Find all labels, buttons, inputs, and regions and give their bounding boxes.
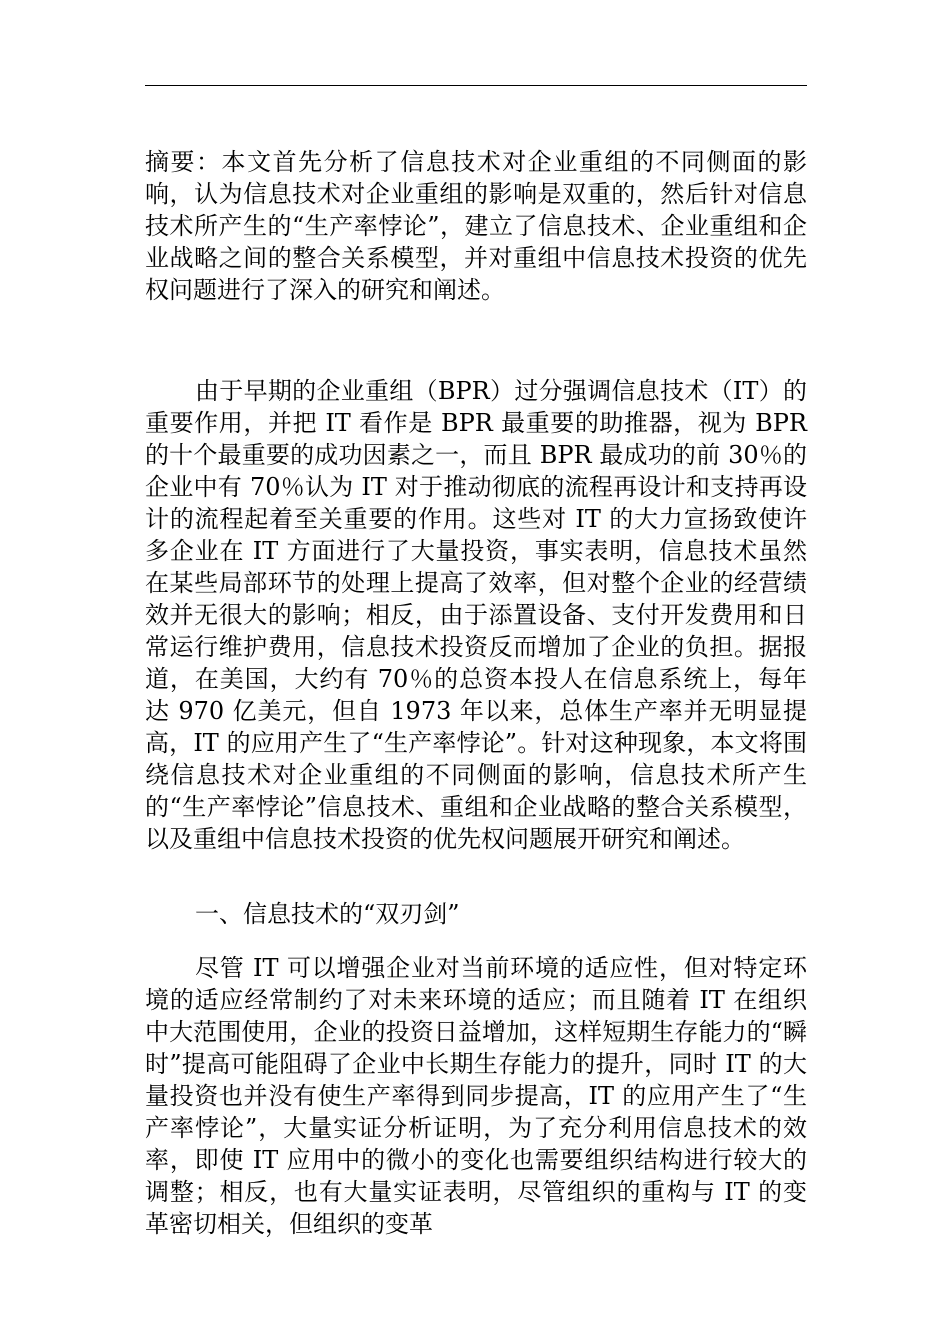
section-paragraph: 尽管 IT 可以增强企业对当前环境的适应性，但对特定环境的适应经常制约了对未来环境的适应；而且随着 IT 在组织中大范围使用，企业的投资日益增加，这样短期生存能力的“瞬时”提高可能阻碍了企业中长期生存能力的提升，同时 IT 的大量投资也并没有使生产率得到同步提高，IT 的应用产生了“生产率悖论”，大量实证分析证明，为了充分利用信息技术的效率，即使 IT 应用中的微小的变化也需要组织结构进行较大的调整；相反，也有大量实证表明，尽管组织的重构与 IT 的变革密切相关，但组织的变革 bbox=[145, 954, 807, 1238]
header-rule bbox=[145, 85, 807, 86]
intro-paragraph: 由于早期的企业重组（BPR）过分强调信息技术（IT）的重要作用，并把 IT 看作是 BPR 最重要的助推器，视为 BPR 的十个最重要的成功因素之一，而且 BPR 最成功的前 30％的企业中有 70％认为 IT 对于推动彻底的流程再设计和支持再设计的流程起着至关重要的作用。这些对 IT 的大力宣扬致使许多企业在 IT 方面进行了大量投资，事实表明，信息技术虽然在某些局部环节的处理上提高了效率，但对整个企业的经营绩效并无很大的影响；相反，由于添置设备、支付开发费用和日常运行维护费用，信息技术投资反而增加了企业的负担。据报道，在美国，大约有 70％的总资本投人在信息系统上，每年达 970 亿美元，但自 1973 年以来，总体生产率并无明显提高，IT 的应用产生了“生产率悖论”。针对这种现象，本文将围绕信息技术对企业重组的不同侧面的影响，信息技术所产生的“生产率悖论”信息技术、重组和企业战略的整合关系模型，以及重组中信息技术投资的优先权问题展开研究和阐述。 bbox=[145, 377, 807, 853]
abstract-paragraph: 摘要：本文首先分析了信息技术对企业重组的不同侧面的影响，认为信息技术对企业重组的影响是双重的，然后针对信息技术所产生的“生产率悖论”，建立了信息技术、企业重组和企业战略之间的整合关系模型，并对重组中信息技术投资的优先权问题进行了深入的研究和阐述。 bbox=[145, 148, 807, 304]
section-heading: 一、信息技术的“双刃剑” bbox=[195, 900, 460, 928]
